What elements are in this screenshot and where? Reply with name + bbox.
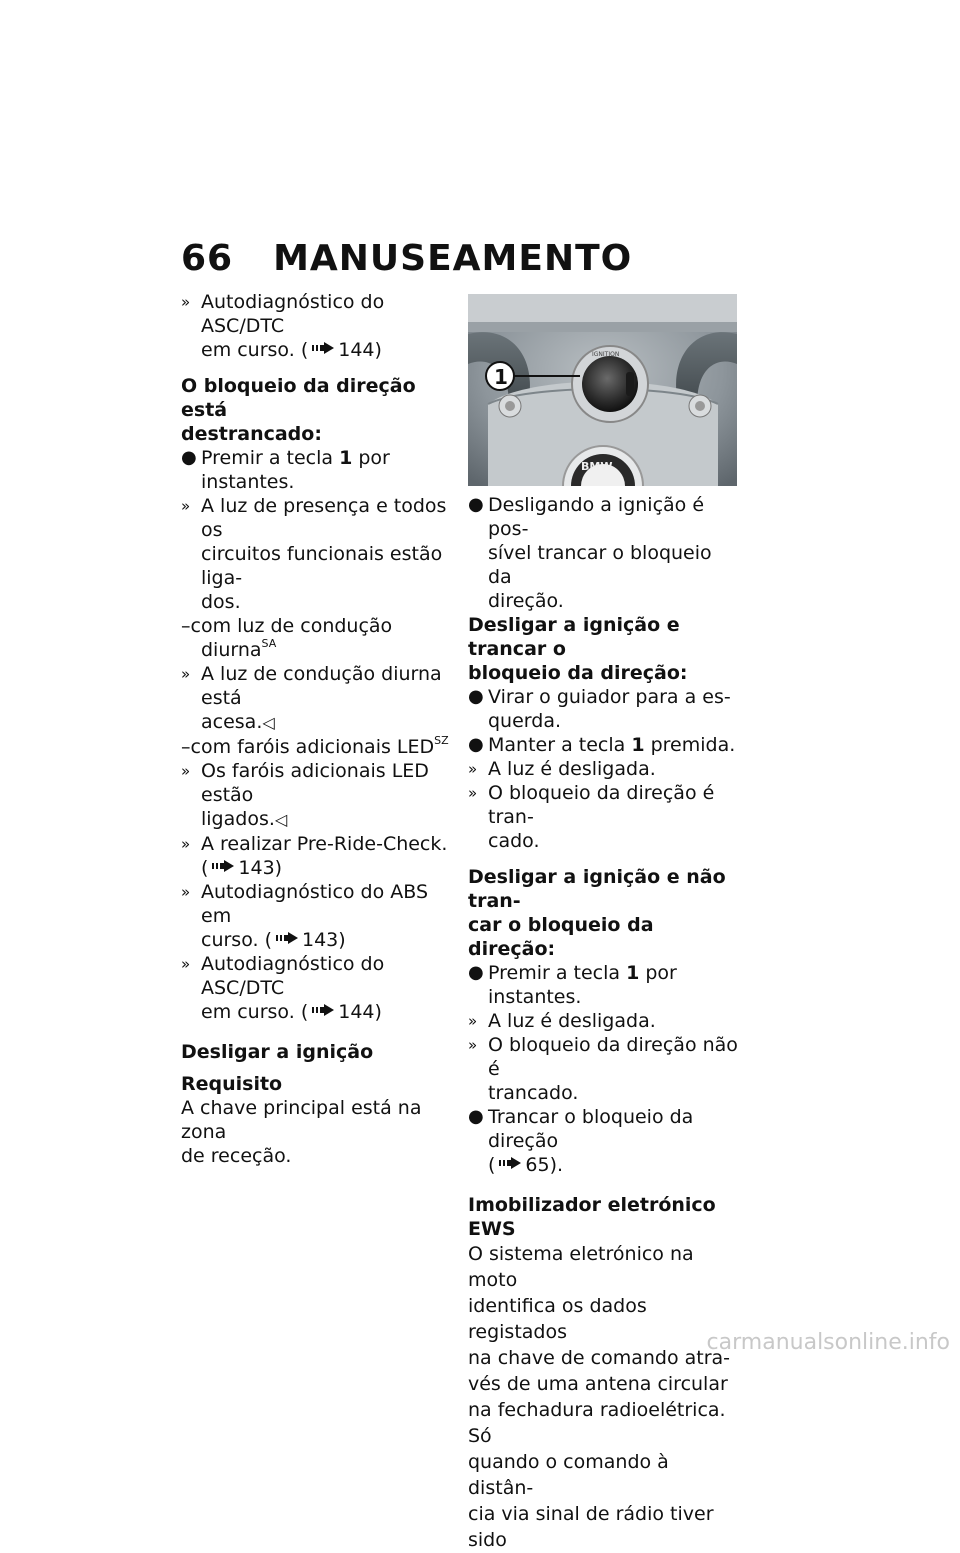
result-marker-icon: » <box>468 1012 478 1030</box>
action-item: ● Desligando a ignição é pos- sível trancar o bloqueio da direção. <box>468 494 712 612</box>
bullet-icon: ● <box>468 734 484 755</box>
subheading: Desligar a ignição e trancar o bloqueio da direção: <box>468 614 688 684</box>
result-item: » Autodiagnóstico do ASC/DTC em curso. ( 144) <box>181 291 385 361</box>
end-of-section-icon: ◁ <box>274 810 288 829</box>
page-ref-arrow-icon <box>312 1004 334 1016</box>
bullet-icon: ● <box>181 447 197 468</box>
page-ref-arrow-icon <box>312 342 334 354</box>
requirement-text: A chave principal está na zona de receção. <box>181 1097 422 1167</box>
section-title: MANUSEAMENTO <box>273 238 633 279</box>
result-marker-icon: » <box>468 784 478 802</box>
action-item: ● Trancar o bloqueio da direção ( 65). <box>468 1106 694 1176</box>
svg-text:IGNITION: IGNITION <box>592 351 620 358</box>
page-header <box>181 238 632 279</box>
page-reference[interactable]: ( 143) <box>264 929 346 951</box>
page-ref-arrow-icon <box>499 1157 521 1169</box>
result-marker-icon: » <box>468 1036 478 1054</box>
result-item: » Autodiagnóstico do ASC/DTC em curso. ( 144) <box>181 953 385 1023</box>
result-marker-icon: » <box>181 955 191 973</box>
page-reference[interactable]: ( 143) <box>201 857 283 879</box>
right-column <box>468 493 740 1553</box>
result-marker-icon: » <box>468 760 478 778</box>
result-item: » O bloqueio da direção é tran- cado. <box>468 782 715 852</box>
bullet-icon: ● <box>468 686 484 707</box>
requirement-heading: Requisito <box>181 1073 283 1095</box>
subheading: Desligar a ignição e não tran- car o bloqueio da direção: <box>468 866 726 960</box>
result-marker-icon: » <box>181 762 191 780</box>
result-item: » Os faróis adicionais LED estão ligados.◁ <box>181 760 429 830</box>
action-item: ● Premir a tecla 1 por instantes. <box>468 962 677 1008</box>
page-reference[interactable]: ( 144) <box>300 339 382 361</box>
watermark: carmanualsonline.info <box>706 1330 950 1355</box>
section-heading: Desligar a ignição <box>181 1041 374 1063</box>
result-marker-icon: » <box>181 665 191 683</box>
bullet-icon: ● <box>468 494 484 515</box>
condition-item: –com luz de condução diurna$^{SA}$ <box>181 615 393 661</box>
page-ref-arrow-icon <box>276 932 298 944</box>
result-marker-icon: » <box>181 835 191 853</box>
end-of-section-icon: ◁ <box>262 713 275 732</box>
page-reference[interactable]: ( 144) <box>300 1001 382 1023</box>
section-heading: Imobilizador eletrónico EWS <box>468 1194 716 1240</box>
result-item: » A realizar Pre-Ride-Check. ( 143) <box>181 833 448 879</box>
result-marker-icon: » <box>181 497 191 515</box>
result-item: » A luz é desligada. <box>468 1010 656 1032</box>
ignition-photo <box>468 294 737 486</box>
ignition-lock-figure <box>468 294 737 486</box>
option-badge: SA <box>261 637 277 650</box>
result-marker-icon: » <box>181 293 191 311</box>
option-badge: SZ <box>434 734 449 747</box>
result-item: » A luz de condução diurna está acesa.◁ <box>181 663 442 733</box>
figure-callout-1: 1 <box>494 365 508 389</box>
condition-item: –com faróis adicionais $LED^{SZ}$ <box>181 734 449 758</box>
body-paragraph: O sistema eletrónico na moto identifica os dados registados na chave de comando atra- vés de uma antena circular na fechadura radioelétrica. Só quando o comando à distân- cia via sinal de rádio tiver sido <box>468 1243 731 1551</box>
result-marker-icon: » <box>181 883 191 901</box>
result-item: » A luz de presença e todos os circuitos funcionais estão liga- dos. <box>181 495 447 613</box>
action-item: ● Premir a tecla 1 por instantes. <box>181 447 390 493</box>
action-item: ● Virar o guiador para a es- querda. <box>468 686 731 732</box>
bullet-icon: ● <box>468 1106 484 1127</box>
subheading: O bloqueio da direção está destrancado: <box>181 375 416 445</box>
bullet-icon: ● <box>468 962 484 983</box>
action-item: ● Manter a tecla 1 premida. <box>468 734 736 756</box>
page-ref-arrow-icon <box>212 860 234 872</box>
result-item: » O bloqueio da direção não é trancado. <box>468 1034 738 1104</box>
result-item: » Autodiagnóstico do ABS em curso. ( 143) <box>181 881 429 951</box>
svg-text:BMW: BMW <box>581 460 613 473</box>
page-reference[interactable]: ( 65). <box>488 1154 564 1176</box>
page-number: 66 <box>181 238 234 279</box>
result-item: » A luz é desligada. <box>468 758 656 780</box>
left-column <box>181 290 453 1168</box>
